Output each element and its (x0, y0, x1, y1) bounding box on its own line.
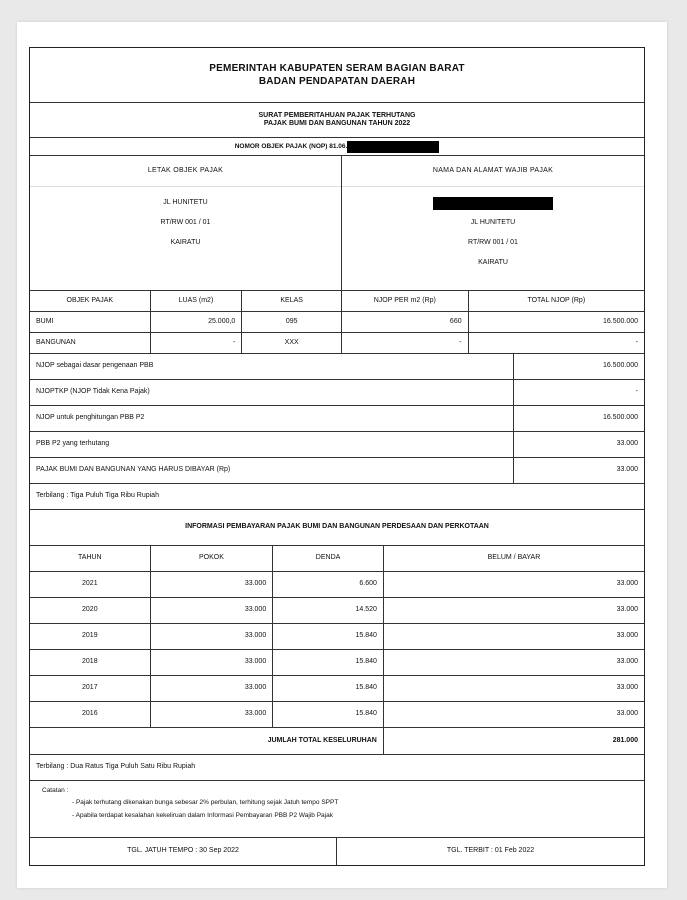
letak-village: KAIRATU (170, 238, 201, 246)
pay-denda: 14.520 (273, 598, 384, 623)
pay-denda: 15.840 (273, 702, 384, 727)
objek-name: BANGUNAN (30, 333, 151, 353)
wajib-pajak-panel (342, 156, 644, 290)
terbilang-pbb (30, 484, 644, 510)
calc-label: PAJAK BUMI DAN BANGUNAN YANG HARUS DIBAYAR (Rp) (30, 458, 514, 483)
pay-denda: 15.840 (273, 650, 384, 675)
pay-pokok: 33.000 (151, 702, 274, 727)
letak-objek-title: LETAK OBJEK PAJAK (30, 156, 341, 187)
wajib-rtrw: RT/RW 001 / 01 (468, 238, 518, 246)
objek-name: BUMI (30, 312, 151, 332)
subtitle-line-1: SURAT PEMBERITAHUAN PAJAK TERHUTANG (258, 111, 416, 119)
calc-value: - (635, 388, 638, 396)
objek-njop-m2: - (342, 333, 469, 353)
calc-row-njop-dasar (30, 354, 644, 380)
calc-value: 33.000 (616, 440, 638, 448)
nop-redaction (347, 141, 439, 153)
col-pokok: POKOK (151, 546, 274, 571)
subtitle-line-2: PAJAK BUMI DAN BANGUNAN TAHUN 2022 (263, 120, 411, 127)
jatuh-tempo: TGL. JATUH TEMPO : 30 Sep 2022 (30, 838, 337, 865)
catatan-title: Catatan : (42, 787, 69, 794)
col-denda: DENDA (273, 546, 384, 571)
objek-total: - (635, 338, 639, 346)
pay-status: 33.000 (616, 710, 639, 718)
wajib-street: JL HUNITETU (470, 218, 516, 226)
total-label: JUMLAH TOTAL KESELURUHAN (30, 728, 384, 754)
catatan-item: - Pajak terhutang dikenakan bunga sebesar 2% perbulan, terhitung sejak Jatuh tempo SPPT (72, 799, 339, 807)
col-belum-bayar: BELUM / BAYAR (487, 554, 541, 562)
wajib-village: KAIRATU (478, 258, 508, 266)
pay-status: 33.000 (616, 580, 639, 588)
pay-row (30, 702, 644, 728)
pay-tahun: 2016 (30, 702, 151, 727)
objek-row-bangunan (30, 333, 644, 354)
calc-label: NJOP sebagai dasar pengenaan PBB (30, 354, 514, 379)
calc-value: 16.500.000 (602, 362, 638, 370)
info-title: INFORMASI PEMBAYARAN PAJAK BUMI DAN BANGUNAN PERDESAAN DAN PERKOTAAN (185, 523, 489, 531)
col-total-njop: TOTAL NJOP (Rp) (527, 296, 586, 304)
nop-row (30, 138, 644, 156)
objek-luas: 25.000,0 (151, 312, 243, 332)
letak-objek-panel (30, 156, 342, 290)
calc-label: NJOP untuk penghitungan PBB P2 (30, 406, 514, 431)
pay-denda: 6.600 (273, 572, 384, 597)
objek-row-bumi (30, 312, 644, 333)
pay-table-header (30, 546, 644, 572)
pay-pokok: 33.000 (151, 676, 274, 701)
pay-total-row (30, 728, 644, 755)
pay-tahun: 2021 (30, 572, 151, 597)
pay-tahun: 2017 (30, 676, 151, 701)
objek-table-header (30, 291, 644, 312)
calc-row-njop-pbb (30, 406, 644, 432)
document-subtitle (30, 103, 644, 138)
info-title-row (30, 510, 644, 546)
calc-label: PBB P2 yang terhutang (30, 432, 514, 457)
pay-denda: 15.840 (273, 624, 384, 649)
pay-tahun: 2019 (30, 624, 151, 649)
sppt-form (29, 47, 645, 866)
objek-njop-m2: 660 (342, 312, 469, 332)
calc-label: NJOPTKP (NJOP Tidak Kena Pajak) (30, 380, 514, 405)
nop-label: NOMOR OBJEK PAJAK (NOP) 81.06. (234, 142, 348, 150)
terbilang-total-text: Terbilang : Dua Ratus Tiga Puluh Satu Ribu Rupiah (36, 763, 196, 771)
tgl-terbit: TGL. TERBIT : 01 Feb 2022 (446, 847, 535, 855)
total-value: 281.000 (612, 736, 638, 744)
pay-pokok: 33.000 (151, 624, 274, 649)
letak-street: JL HUNITETU (163, 198, 208, 206)
catatan-section (30, 781, 644, 838)
calc-value: 16.500.000 (602, 414, 638, 422)
pay-denda: 15.840 (273, 676, 384, 701)
pay-tahun: 2020 (30, 598, 151, 623)
terbilang-text: Terbilang : Tiga Puluh Tiga Ribu Rupiah (36, 492, 159, 500)
col-luas: LUAS (m2) (151, 291, 243, 311)
letak-rtrw: RT/RW 001 / 01 (160, 218, 211, 226)
name-redaction (433, 197, 553, 210)
document-header (30, 48, 644, 103)
calc-row-njoptkp (30, 380, 644, 406)
calc-value: 33.000 (616, 466, 638, 474)
pay-status: 33.000 (616, 658, 639, 666)
pay-pokok: 33.000 (151, 650, 274, 675)
wajib-pajak-title: NAMA DAN ALAMAT WAJIB PAJAK (342, 156, 644, 187)
pay-row (30, 650, 644, 676)
pay-status: 33.000 (616, 684, 639, 692)
objek-kelas: 095 (242, 312, 342, 332)
col-tahun: TAHUN (30, 546, 151, 571)
pay-row (30, 676, 644, 702)
pay-row (30, 624, 644, 650)
objek-total: 16.500.000 (602, 317, 639, 325)
col-objek-pajak: OBJEK PAJAK (30, 291, 151, 311)
col-njop-per-m2: NJOP PER m2 (Rp) (342, 291, 469, 311)
pay-status: 33.000 (616, 606, 639, 614)
pay-pokok: 33.000 (151, 572, 274, 597)
pay-tahun: 2018 (30, 650, 151, 675)
pay-status: 33.000 (616, 632, 639, 640)
catatan-item: - Apabila terdapat kesalahan kekeliruan dalam Informasi Pembayaran PBB P2 Wajib Pajak (72, 811, 333, 819)
pay-pokok: 33.000 (151, 598, 274, 623)
header-line-2: BADAN PENDAPATAN DAERAH (258, 76, 416, 87)
objek-kelas: XXX (242, 333, 342, 353)
calc-row-harus-dibayar (30, 458, 644, 484)
objek-luas: - (151, 333, 243, 353)
pay-row (30, 598, 644, 624)
calc-row-pbb-terhutang (30, 432, 644, 458)
header-line-1: PEMERINTAH KABUPATEN SERAM BAGIAN BARAT (209, 62, 465, 74)
location-section (30, 156, 644, 291)
terbilang-total (30, 755, 644, 781)
col-kelas: KELAS (242, 291, 342, 311)
footer-row (30, 838, 644, 865)
pay-row (30, 572, 644, 598)
